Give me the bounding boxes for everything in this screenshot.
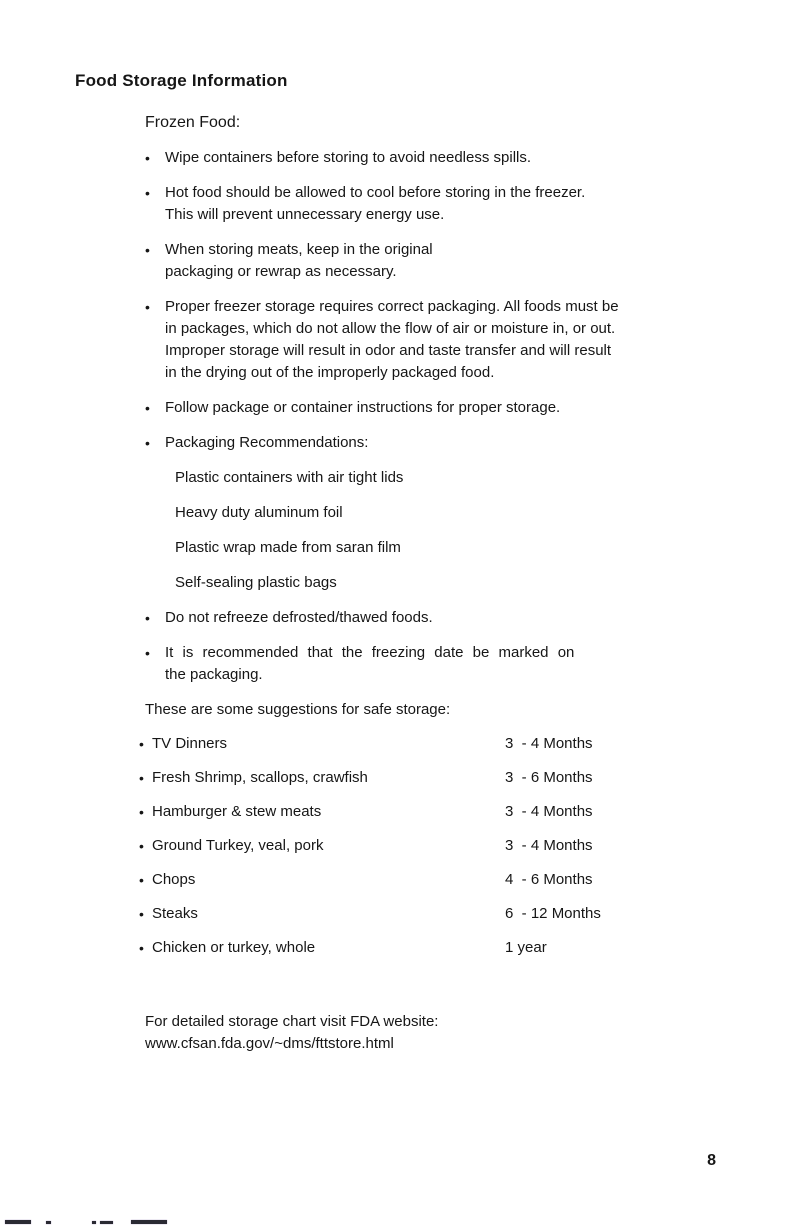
- suggestion-item-label: Ground Turkey, veal, pork: [152, 837, 324, 854]
- page-content: [139, 112, 723, 1055]
- bullet-line: Wipe containers before storing to avoid needless spills.: [165, 149, 532, 166]
- bullet-line: This will prevent unnecessary energy use.: [165, 206, 445, 223]
- page-number: 8: [707, 1152, 716, 1169]
- suggestion-item-label: Chops: [152, 871, 196, 888]
- packaging-recommendation-item: Plastic containers with air tight lids: [175, 469, 404, 486]
- suggestion-item-label: TV Dinners: [152, 735, 228, 752]
- suggestion-item-label: Fresh Shrimp, scallops, crawfish: [152, 769, 368, 786]
- suggestion-item-label: Steaks: [152, 905, 198, 922]
- bullet-line: Proper freezer storage requires correct packaging. All foods must be: [165, 298, 619, 315]
- suggestion-row: [139, 835, 723, 857]
- bullet-item: [145, 642, 723, 686]
- scan-artifact: [0, 1219, 200, 1224]
- bullet-line: When storing meats, keep in the original: [165, 241, 433, 258]
- bullet-item: [145, 432, 723, 454]
- bullet-line: It is recommended that the freezing date be marked on: [165, 644, 575, 661]
- bullet-line: Hot food should be allowed to cool before storing in the freezer.: [165, 184, 586, 201]
- packaging-recommendation-item: Plastic wrap made from saran film: [175, 539, 401, 556]
- bullet-line: in packages, which do not allow the flow of air or moisture in, or out.: [165, 320, 616, 337]
- bullet-line: in the drying out of the improperly packaged food.: [165, 364, 495, 381]
- bullet-icon: •: [145, 645, 150, 661]
- bullet-line: Follow package or container instructions for proper storage.: [165, 399, 561, 416]
- suggestion-row: [139, 937, 723, 959]
- suggestion-duration: 4 - 6 Months: [505, 871, 593, 888]
- bullet-item: [145, 607, 723, 629]
- bullet-icon: •: [139, 838, 144, 854]
- suggestion-duration: 1 year: [505, 939, 547, 956]
- suggestion-row: [139, 869, 723, 891]
- bullet-item: [145, 239, 723, 283]
- suggestion-duration: 3 - 4 Months: [505, 837, 593, 854]
- bullet-line: Packaging Recommendations:: [165, 434, 369, 451]
- packaging-recommendation-item: Heavy duty aluminum foil: [175, 504, 343, 521]
- suggestion-item-label: Hamburger & stew meats: [152, 803, 322, 820]
- bullet-icon: •: [145, 185, 150, 201]
- suggestion-row: [139, 767, 723, 789]
- suggestion-duration: 3 - 6 Months: [505, 769, 593, 786]
- suggestion-duration: 6 - 12 Months: [505, 905, 601, 922]
- bullet-item: [145, 147, 723, 169]
- bullet-icon: •: [145, 400, 150, 416]
- suggestion-row: [139, 903, 723, 925]
- bullet-icon: •: [145, 299, 150, 315]
- fda-url-text: www.cfsan.fda.gov/~dms/fttstore.html: [145, 1035, 394, 1052]
- bullet-icon: •: [139, 872, 144, 888]
- bullet-icon: •: [139, 736, 144, 752]
- bullet-item: [145, 296, 723, 384]
- packaging-recommendation-item: Self-sealing plastic bags: [175, 574, 337, 591]
- bullet-icon: •: [139, 940, 144, 956]
- suggestion-row: [139, 801, 723, 823]
- suggestions-intro: These are some suggestions for safe storage:: [145, 701, 451, 718]
- suggestion-duration: 3 - 4 Months: [505, 803, 593, 820]
- bullet-icon: •: [139, 906, 144, 922]
- bullet-icon: •: [145, 610, 150, 626]
- bullet-icon: •: [145, 242, 150, 258]
- bullet-item: [145, 397, 723, 419]
- bullet-line: the packaging.: [165, 666, 263, 683]
- bullet-icon: •: [145, 435, 150, 451]
- suggestion-row: [139, 733, 723, 755]
- bullet-line: Do not refreeze defrosted/thawed foods.: [165, 609, 433, 626]
- bullet-line: Improper storage will result in odor and taste transfer and will result: [165, 342, 612, 359]
- bullet-icon: •: [139, 804, 144, 820]
- bullet-icon: •: [145, 150, 150, 166]
- section-heading: Frozen Food:: [145, 114, 241, 131]
- suggestion-item-label: Chicken or turkey, whole: [152, 939, 316, 956]
- bullet-icon: •: [139, 770, 144, 786]
- fda-note-text: For detailed storage chart visit FDA website:: [145, 1013, 439, 1030]
- bullet-line: packaging or rewrap as necessary.: [165, 263, 397, 280]
- fda-note: [145, 1011, 723, 1055]
- page-title: Food Storage Information: [75, 71, 288, 90]
- bullet-item: [145, 182, 723, 226]
- suggestion-duration: 3 - 4 Months: [505, 735, 593, 752]
